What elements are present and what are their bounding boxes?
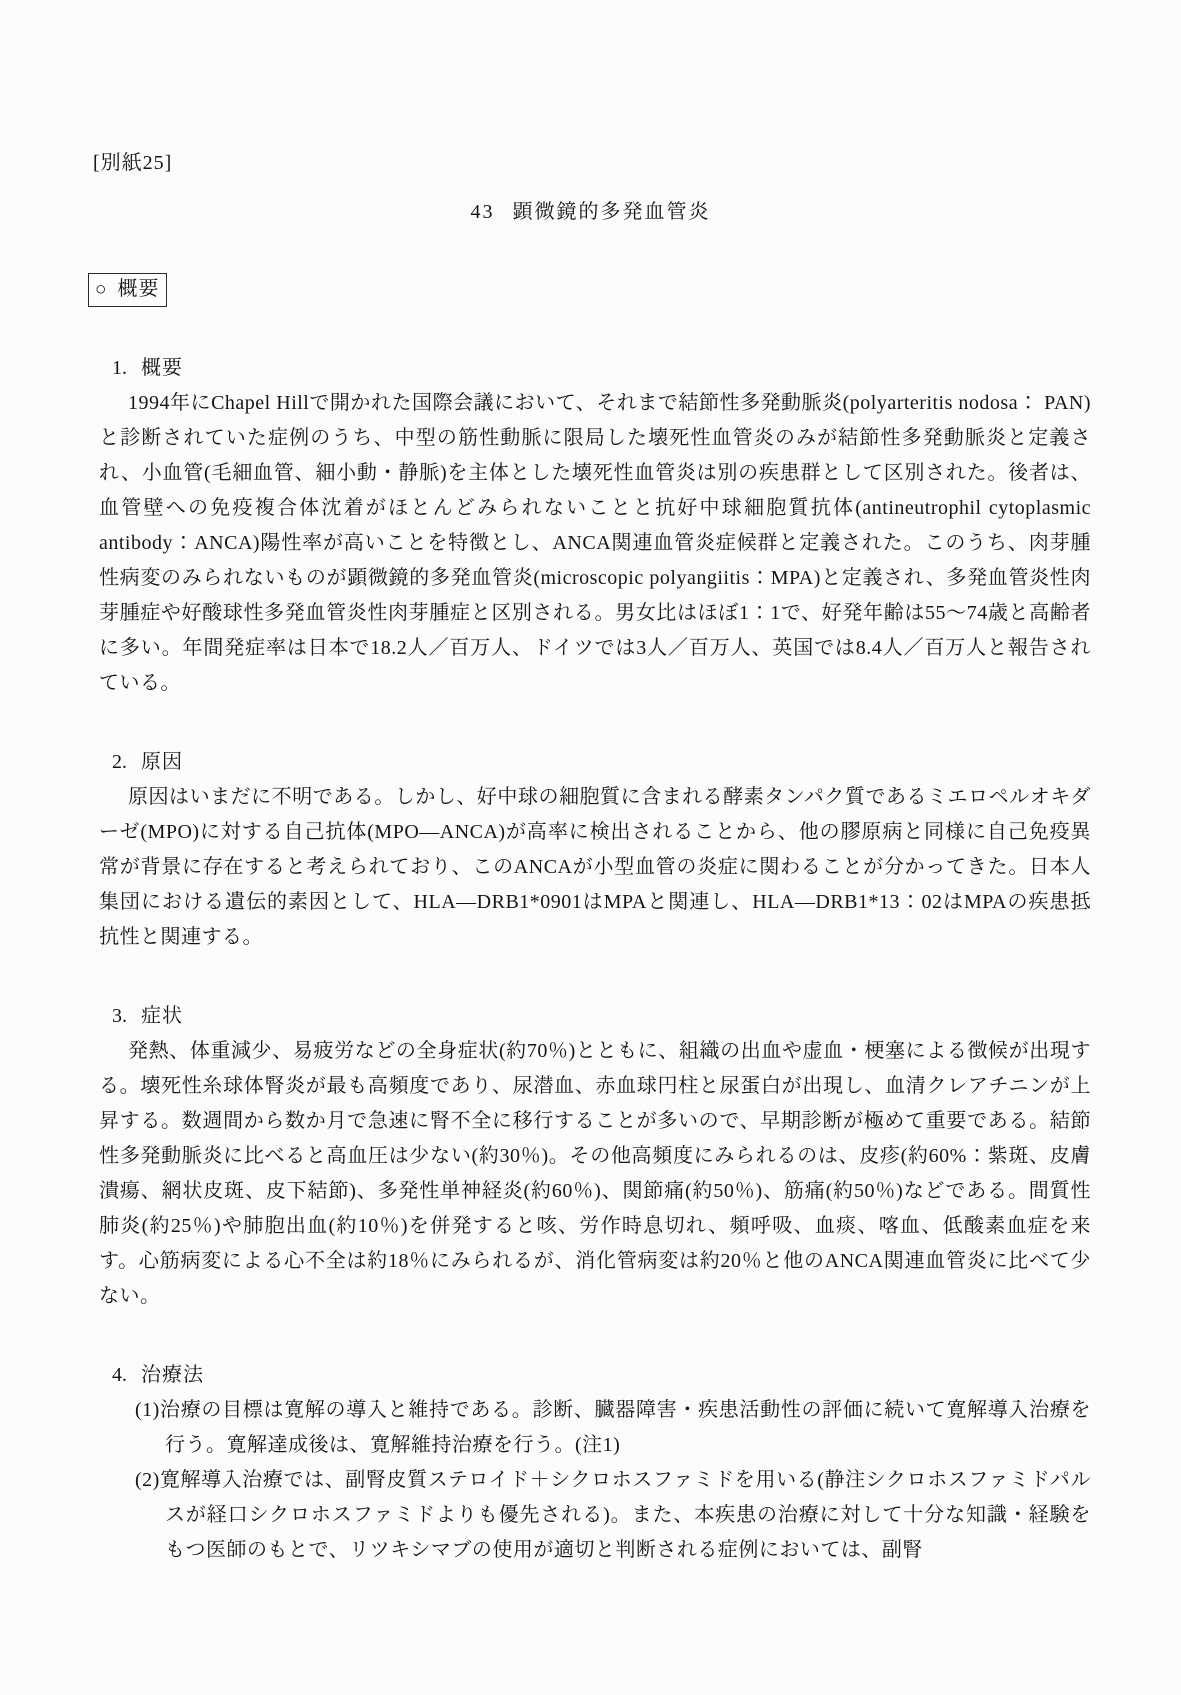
section-treatment <box>99 1358 1091 1568</box>
page-title <box>0 195 1181 230</box>
section-symptoms <box>99 999 1091 1314</box>
section-number: 1. <box>112 357 127 379</box>
section-overview <box>99 351 1091 701</box>
section-title: 症状 <box>141 1005 183 1027</box>
section-paragraph: 原因はいまだに不明である。しかし、好中球の細胞質に含まれる酵素タンパク質であるミエロペルオキダーゼ(MPO)に対する自己抗体(MPO—ANCA)が高率に検出されることから、他の膠原病と同様に自己免疫異常が背景に存在すると考えられており、このANCAが小型血管の炎症に関わることが分かってきた。日本人集団における遺伝的素因として、HLA—DRB1*0901はMPAと関連し、HLA—DRB1*13：02はMPAの疾患抵抗性と関連する。 <box>99 786 1091 948</box>
section-heading <box>99 351 1091 386</box>
section-paragraph: 1994年にChapel Hillで開かれた国際会議において、それまで結節性多発動脈炎(polyarteritis nodosa： PAN)と診断されていた症例のうち、中型の筋性動脈に限局した壊死性血管炎のみが結節性多発動脈炎と定義され、小血管(毛細血管、細小動・静脈)を主体とした壊死性血管炎は別の疾患群として区別された。後者は、血管壁への免疫複合体沈着がほとんどみられないことと抗好中球細胞質抗体(antineutrophil cytoplasmic antibody：ANCA)陽性率が高いことを特徴とし、ANCA関連血管炎症候群と定義された。このうち、肉芽腫性病変のみられないものが顕微鏡的多発血管炎(microscopic polyangiitis：MPA)と定義され、多発血管炎性肉芽腫症や好酸球性多発血管炎性肉芽腫症と区別される。男女比はほぼ1：1で、好発年齢は55～74歳と高齢者に多い。年間発症率は日本で18.2人／百万人、ドイツでは3人／百万人、英国では8.4人／百万人と報告されている。 <box>99 392 1091 694</box>
treatment-item-2: (2)寛解導入治療では、副腎皮質ステロイド＋シクロホスファミドを用いる(静注シクロホスファミドパルスが経口シクロホスファミドよりも優先される)。また、本疾患の治療に対して十分な知識・経験をもつ医師のもとで、リツキシマブの使用が適切と判断される症例においては、副腎 <box>135 1469 1091 1561</box>
section-paragraph: 発熱、体重減少、易疲労などの全身症状(約70％)とともに、組織の出血や虚血・梗塞による徴候が出現する。壊死性糸球体腎炎が最も高頻度であり、尿潜血、赤血球円柱と尿蛋白が出現し、血清クレアチニンが上昇する。数週間から数か月で急速に腎不全に移行することが多いので、早期診断が極めて重要である。結節性多発動脈炎に比べると高血圧は少ない(約30％)。その他高頻度にみられるのは、皮疹(約60%：紫斑、皮膚潰瘍、網状皮斑、皮下結節)、多発性単神経炎(約60％)、関節痛(約50％)、筋痛(約50％)などである。間質性肺炎(約25％)や肺胞出血(約10％)を併発すると咳、労作時息切れ、頻呼吸、血痰、喀血、低酸素血症を来す。心筋病変による心不全は約18％にみられるが、消化管病変は約20％と他のANCA関連血管炎に比べて少ない。 <box>99 1040 1091 1307</box>
section-cause <box>99 745 1091 955</box>
section-heading <box>99 745 1091 780</box>
section-heading <box>99 999 1091 1034</box>
section-heading <box>99 1358 1091 1393</box>
treatment-item-1: (1)治療の目標は寛解の導入と維持である。診断、臓器障害・疾患活動性の評価に続いて寛解導入治療を行う。寛解達成後は、寛解維持治療を行う。(注1) <box>135 1399 1091 1456</box>
section-title: 治療法 <box>141 1364 204 1386</box>
overview-box-row <box>88 272 1181 307</box>
section-title: 概要 <box>141 357 183 379</box>
title-text: 顕微鏡的多発血管炎 <box>512 201 711 223</box>
section-number: 3. <box>112 1005 127 1027</box>
title-number: 43 <box>470 201 495 223</box>
overview-box <box>88 273 167 307</box>
section-title: 原因 <box>141 751 183 773</box>
circle-marker-icon: ○ <box>95 279 107 300</box>
section-number: 4. <box>112 1364 127 1386</box>
section-number: 2. <box>112 751 127 773</box>
attachment-label: [別紙25] <box>93 152 173 174</box>
overview-box-label: 概要 <box>117 278 160 300</box>
